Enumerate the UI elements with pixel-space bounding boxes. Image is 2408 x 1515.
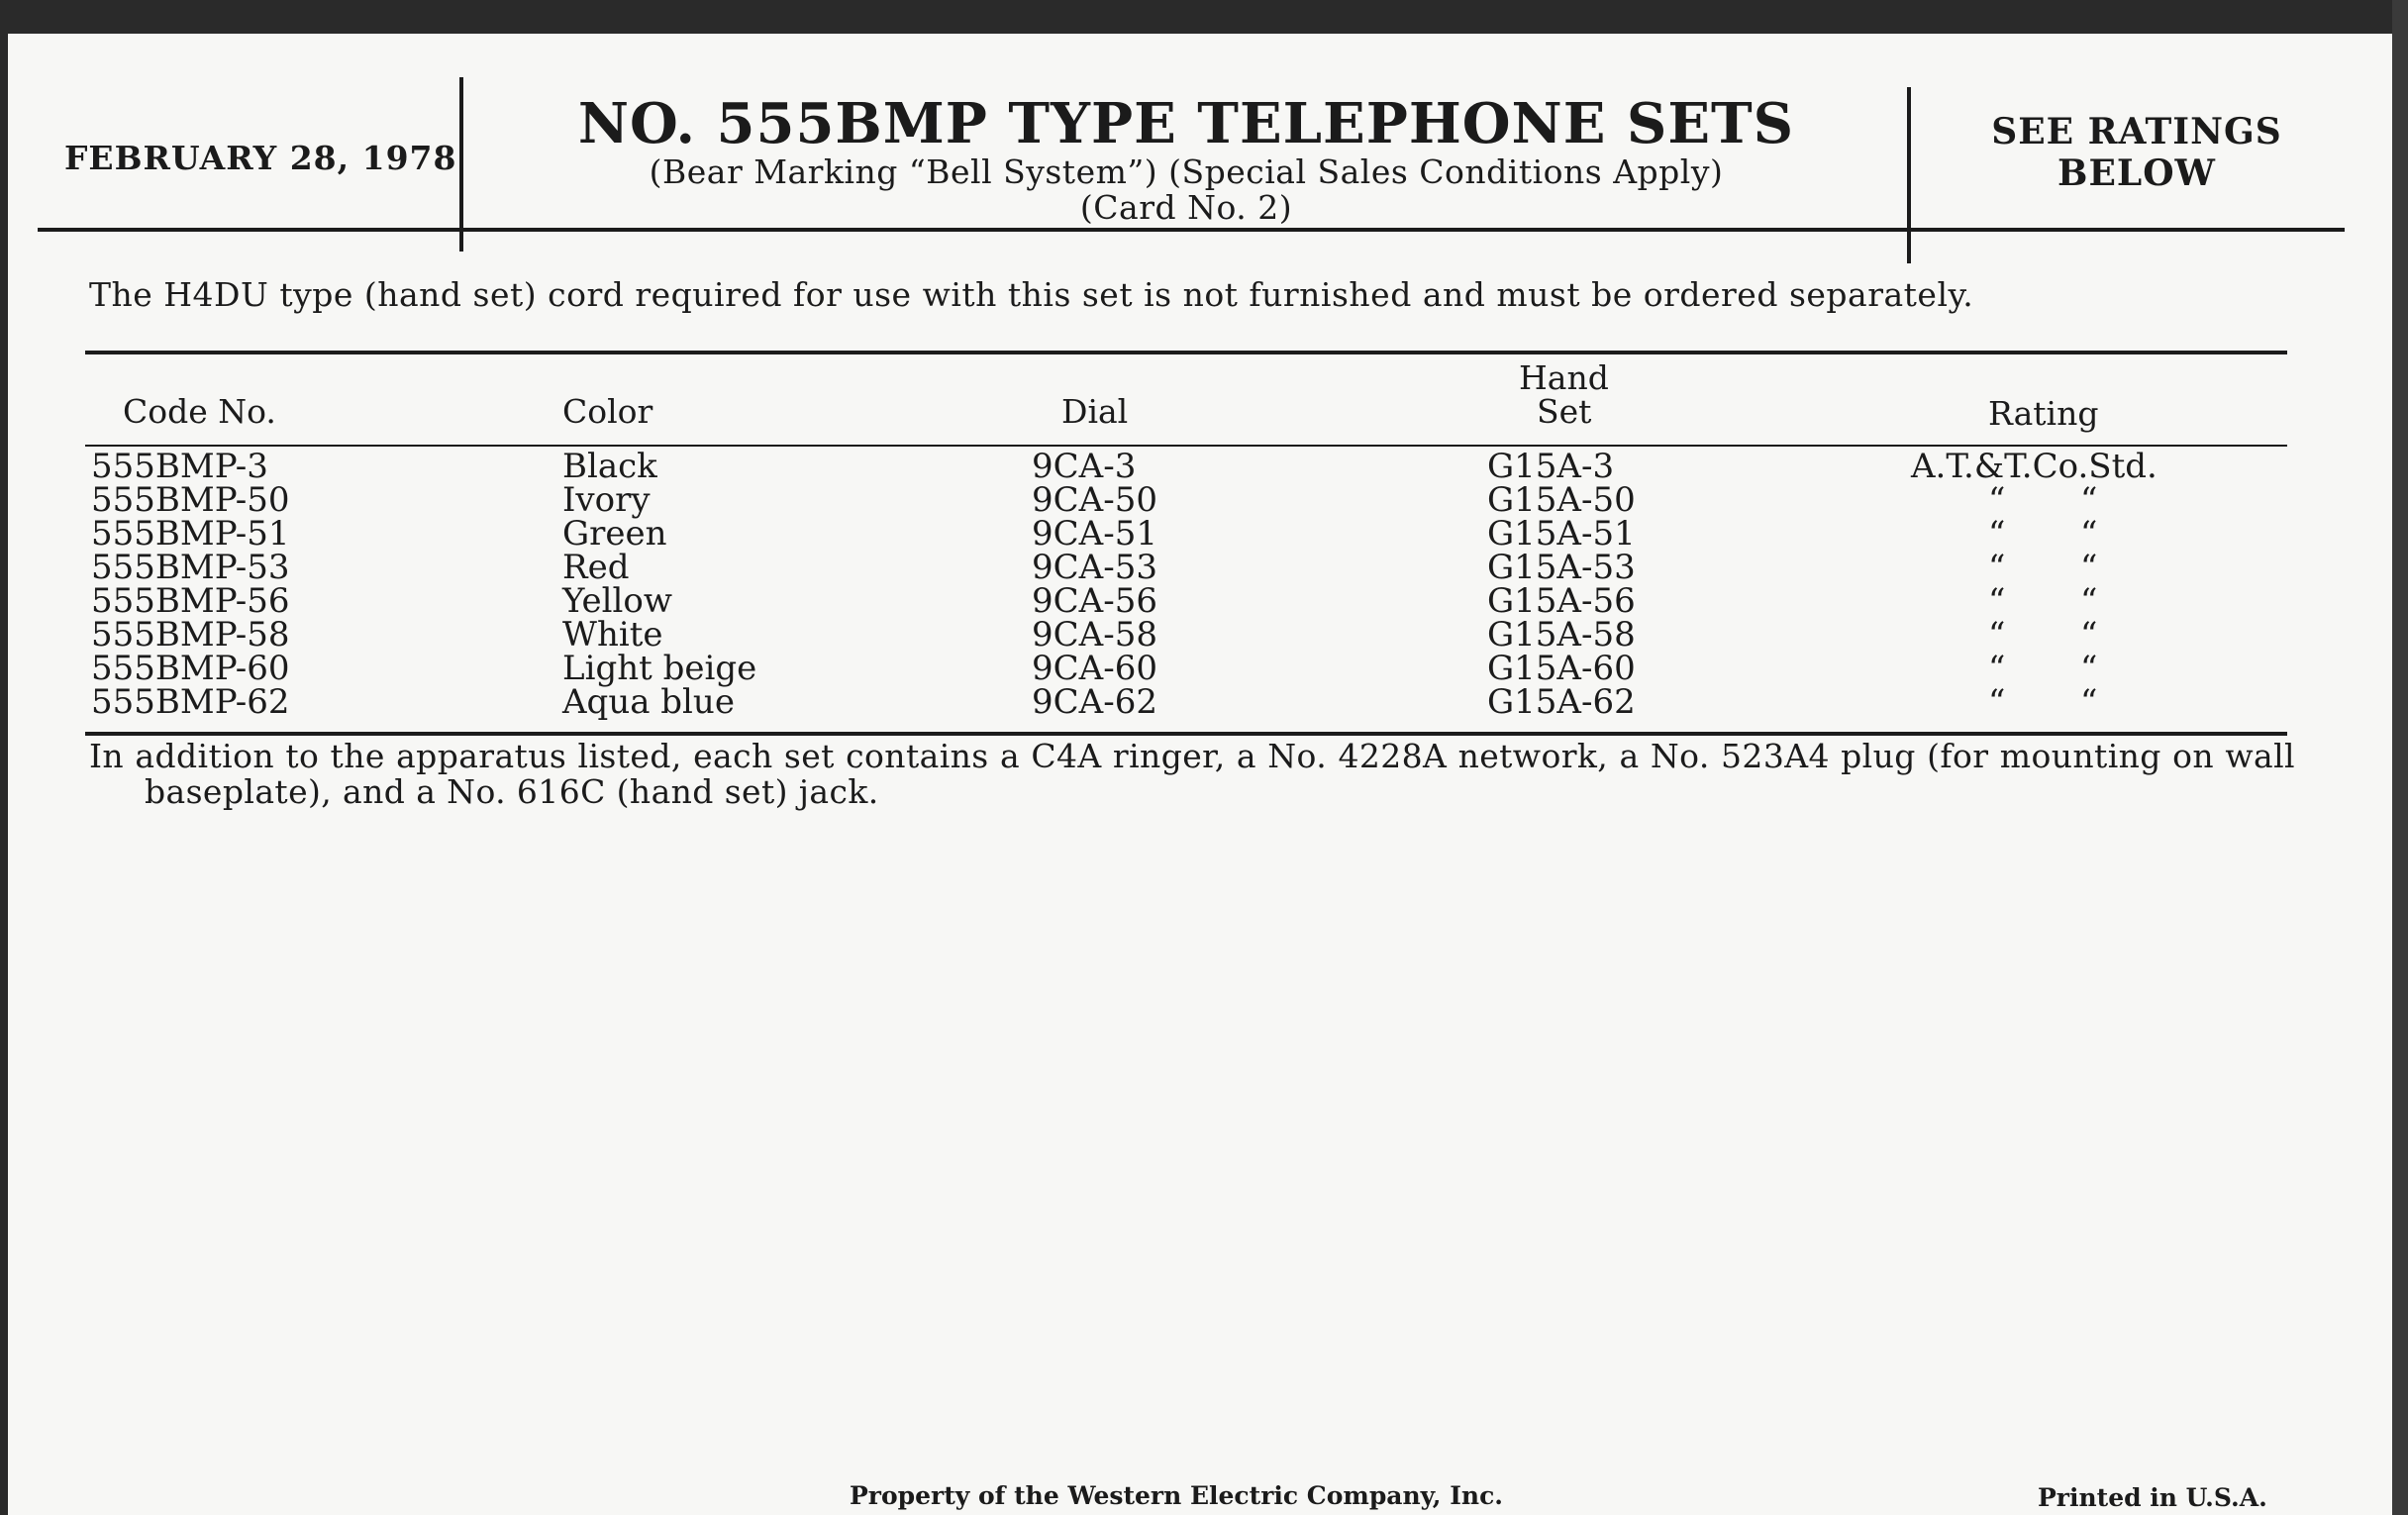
cell-dial: 9CA-56	[1032, 581, 1157, 621]
card-subtitle: (Bear Marking “Bell System”) (Special Sales Conditions Apply)	[649, 152, 1724, 191]
table-row	[8, 514, 2392, 554]
cell-dial: 9CA-51	[1032, 514, 1157, 554]
header-set: Set	[1537, 392, 1592, 431]
table-top-rule	[85, 351, 2287, 354]
cell-code: 555BMP-62	[91, 682, 290, 722]
property-notice: Property of the Western Electric Company, Inc.	[850, 1481, 1504, 1510]
table-row	[8, 447, 2392, 486]
cell-rating: “ “	[1988, 514, 2098, 554]
cell-color: White	[562, 615, 663, 655]
header-title-block	[473, 93, 1899, 226]
table-body	[8, 447, 2392, 722]
cell-code: 555BMP-60	[91, 649, 290, 688]
cell-dial: 9CA-50	[1032, 480, 1157, 520]
cell-color: Black	[562, 447, 657, 486]
cell-dial: 9CA-60	[1032, 649, 1157, 688]
cell-hand-set: G15A-62	[1487, 682, 1636, 722]
cell-rating: “ “	[1988, 480, 2098, 520]
ratings-note-line1: SEE RATINGS	[1991, 111, 2282, 152]
cell-hand-set: G15A-51	[1487, 514, 1636, 554]
cell-dial: 9CA-58	[1032, 615, 1157, 655]
cell-hand-set: G15A-53	[1487, 548, 1636, 587]
card-title: NO. 555BMP TYPE TELEPHONE SETS	[577, 91, 1795, 156]
cell-rating: “ “	[1988, 682, 2098, 722]
cell-color: Red	[562, 548, 630, 587]
cell-code: 555BMP-58	[91, 615, 290, 655]
cell-code: 555BMP-56	[91, 581, 290, 621]
ratings-note-line2: BELOW	[2057, 152, 2216, 194]
table-row	[8, 682, 2392, 722]
cell-rating: “ “	[1988, 649, 2098, 688]
cord-note: The H4DU type (hand set) cord required for use with this set is not furnished and must be ordered separately.	[89, 275, 1974, 314]
cell-rating: A.T.&T.Co.Std.	[1911, 447, 2157, 486]
cell-rating: “ “	[1988, 581, 2098, 621]
printed-notice: Printed in U.S.A.	[2038, 1483, 2267, 1512]
header-hand: Hand	[1519, 358, 1609, 397]
cell-hand-set: G15A-3	[1487, 447, 1615, 486]
cell-rating: “ “	[1988, 615, 2098, 655]
cell-hand-set: G15A-60	[1487, 649, 1636, 688]
cell-color: Green	[562, 514, 667, 554]
catalog-card	[8, 34, 2392, 1515]
table-row	[8, 649, 2392, 688]
cell-code: 555BMP-51	[91, 514, 290, 554]
cell-dial: 9CA-3	[1032, 447, 1137, 486]
card-date: FEBRUARY 28, 1978	[64, 139, 457, 177]
cell-code: 555BMP-53	[91, 548, 290, 587]
table-row	[8, 548, 2392, 587]
cell-hand-set: G15A-50	[1487, 480, 1636, 520]
ratings-note	[1919, 111, 2355, 194]
cell-hand-set: G15A-58	[1487, 615, 1636, 655]
cell-color: Light beige	[562, 649, 757, 688]
cell-color: Aqua blue	[562, 682, 735, 722]
header-color: Color	[562, 392, 653, 431]
header-dial: Dial	[1061, 392, 1129, 431]
cell-dial: 9CA-62	[1032, 682, 1157, 722]
cell-code: 555BMP-3	[91, 447, 268, 486]
card-number: (Card No. 2)	[1079, 188, 1293, 227]
table-bottom-rule	[85, 732, 2287, 736]
table-row	[8, 581, 2392, 621]
cell-color: Ivory	[562, 480, 651, 520]
header-code: Code No.	[123, 392, 276, 431]
apparatus-footnote: In addition to the apparatus listed, each set contains a C4A ringer, a No. 4228A network, a No. 523A4 plug (for mounting on wall baseplate), and a No. 616C (hand set) jack.	[89, 737, 2295, 811]
header-divider-left	[459, 77, 463, 252]
table-row	[8, 615, 2392, 655]
cell-color: Yellow	[562, 581, 672, 621]
cell-rating: “ “	[1988, 548, 2098, 587]
header-divider-right	[1907, 87, 1911, 263]
cell-code: 555BMP-50	[91, 480, 290, 520]
header-rating: Rating	[1988, 394, 2099, 433]
header-rule	[38, 228, 2345, 232]
cell-hand-set: G15A-56	[1487, 581, 1636, 621]
scan-edge	[2392, 0, 2408, 1515]
table-row	[8, 480, 2392, 520]
cell-dial: 9CA-53	[1032, 548, 1157, 587]
